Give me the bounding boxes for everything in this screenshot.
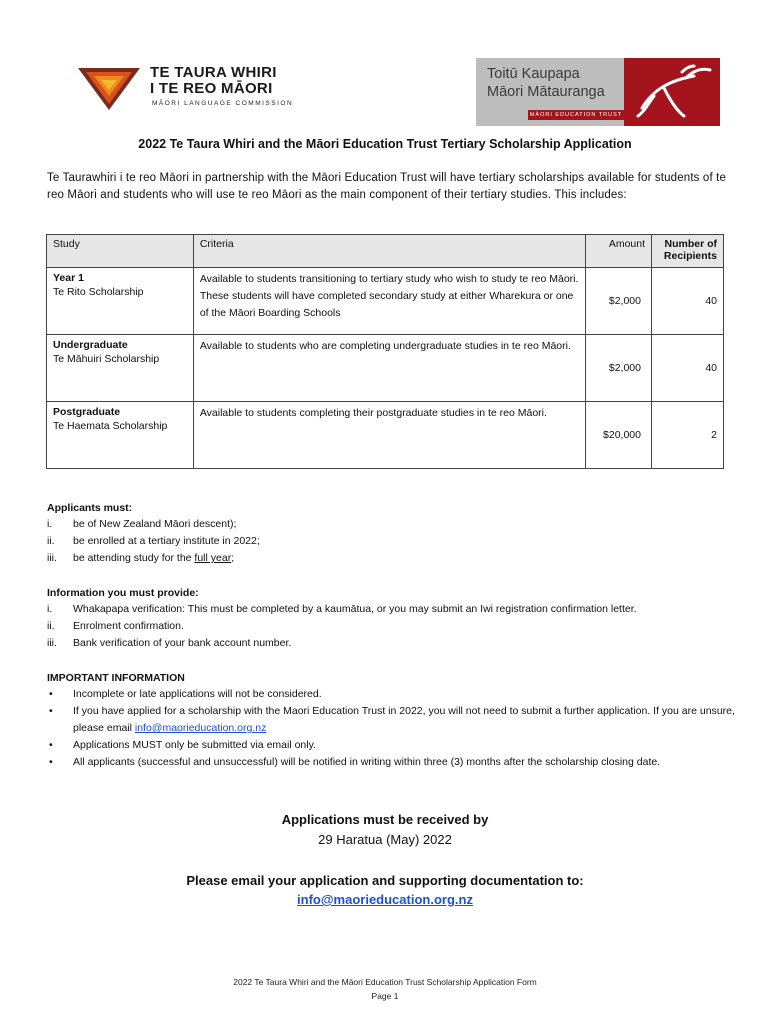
list-item: • All applicants (successful and unsuccessful) will be notified in writing within three (3) months after the scholarship closing date. bbox=[47, 754, 747, 771]
bullet-icon: • bbox=[49, 739, 53, 751]
list-item: iii. be attending study for the full year; bbox=[47, 552, 235, 564]
list-item: i. be of New Zealand Māori descent); bbox=[47, 518, 237, 530]
commission-emblem-icon bbox=[78, 62, 142, 114]
deadline-date: 29 Haratua (May) 2022 bbox=[318, 832, 452, 847]
bullet-icon: • bbox=[49, 688, 53, 700]
recipients-cell: 40 bbox=[652, 268, 724, 335]
table-row bbox=[47, 335, 724, 402]
header-recipients: Number of Recipients bbox=[652, 235, 724, 268]
table-row bbox=[47, 402, 724, 469]
te-taura-whiri-logo bbox=[78, 62, 298, 114]
bullet-icon: • bbox=[49, 705, 53, 717]
deadline-heading: Applications must be received by bbox=[281, 812, 489, 827]
email-link[interactable]: info@maorieducation.org.nz bbox=[134, 722, 267, 734]
recipients-cell: 40 bbox=[652, 335, 724, 402]
list-item: • Applications MUST only be submitted via email only. bbox=[47, 737, 747, 754]
amount-cell: $20,000 bbox=[586, 402, 652, 469]
header-study: Study bbox=[47, 235, 194, 268]
amount-cell: $2,000 bbox=[586, 335, 652, 402]
maori-education-trust-logo bbox=[476, 58, 720, 126]
recipients-cell: 2 bbox=[652, 402, 724, 469]
list-item: i. Whakapapa verification: This must be completed by a kaumātua, or you may submit an Iwi registration confirmation letter. bbox=[47, 603, 637, 615]
amount-cell: $2,000 bbox=[586, 268, 652, 335]
deadline-block bbox=[0, 810, 770, 850]
bullet-icon: • bbox=[49, 756, 53, 768]
logo-line1: Toitū Kaupapa bbox=[487, 66, 580, 82]
submit-email-link[interactable]: info@maorieducation.org.nz bbox=[297, 892, 473, 907]
header-criteria: Criteria bbox=[193, 235, 585, 268]
scholarship-table bbox=[46, 234, 724, 469]
applicants-section bbox=[47, 500, 747, 567]
dancer-figure-icon bbox=[624, 58, 720, 126]
list-item: ii. Enrolment confirmation. bbox=[47, 620, 184, 632]
list-item: • If you have applied for a scholarship with the Maori Education Trust in 2022, you will not need to submit a further application. If you are unsure, please email info@maorieducation.org.nz bbox=[49, 705, 735, 734]
study-cell: Undergraduate Te Māhuiri Scholarship bbox=[47, 335, 194, 402]
important-heading: IMPORTANT INFORMATION bbox=[47, 672, 185, 684]
submit-heading: Please email your application and supporting documentation to: bbox=[186, 873, 584, 888]
applicants-heading: Applicants must: bbox=[47, 502, 133, 514]
criteria-cell: Available to students who are completing undergraduate studies in te reo Māori. bbox=[193, 335, 585, 402]
page-footer bbox=[0, 975, 770, 1003]
footer-title: 2022 Te Taura Whiri and the Māori Education Trust Scholarship Application Form bbox=[233, 977, 537, 987]
list-item: iii. Bank verification of your bank account number. bbox=[47, 637, 292, 649]
important-section bbox=[47, 670, 747, 771]
logo-band: MĀORI EDUCATION TRUST bbox=[529, 112, 623, 118]
logo-red-panel bbox=[624, 58, 720, 126]
table-row bbox=[47, 268, 724, 335]
information-heading: Information you must provide: bbox=[47, 587, 199, 599]
list-item: • Incomplete or late applications will not be considered. bbox=[47, 686, 747, 703]
information-section bbox=[47, 585, 747, 652]
study-cell: Year 1 Te Rito Scholarship bbox=[47, 268, 194, 335]
logo-subtitle: MĀORI LANGUAGE COMMISSION bbox=[152, 100, 294, 107]
study-cell: Postgraduate Te Haemata Scholarship bbox=[47, 402, 194, 469]
logo-title: TE TAURA WHIRI I TE REO MĀORI bbox=[150, 64, 277, 97]
header-amount: Amount bbox=[586, 235, 652, 268]
logo-line2: Māori Mātauranga bbox=[487, 84, 605, 100]
criteria-cell: Available to students completing their postgraduate studies in te reo Māori. bbox=[193, 402, 585, 469]
intro-paragraph: Te Taurawhiri i te reo Māori in partnership with the Māori Education Trust will have tertiary scholarships available for students of te reo Māori and students who will use te reo Māori as the main component of their tertiary studies. This includes: bbox=[47, 172, 727, 201]
criteria-cell: Available to students transitioning to tertiary study who wish to study te reo Māori. These students will have completed secondary study at either Wharekura or one of the Māori Boarding Schools bbox=[193, 268, 585, 335]
submit-block bbox=[0, 871, 770, 909]
table-header-row bbox=[47, 235, 724, 268]
page-number: Page 1 bbox=[371, 991, 399, 1001]
list-item: ii. be enrolled at a tertiary institute in 2022; bbox=[47, 535, 260, 547]
page-title: 2022 Te Taura Whiri and the Māori Education Trust Tertiary Scholarship Application bbox=[138, 137, 632, 151]
